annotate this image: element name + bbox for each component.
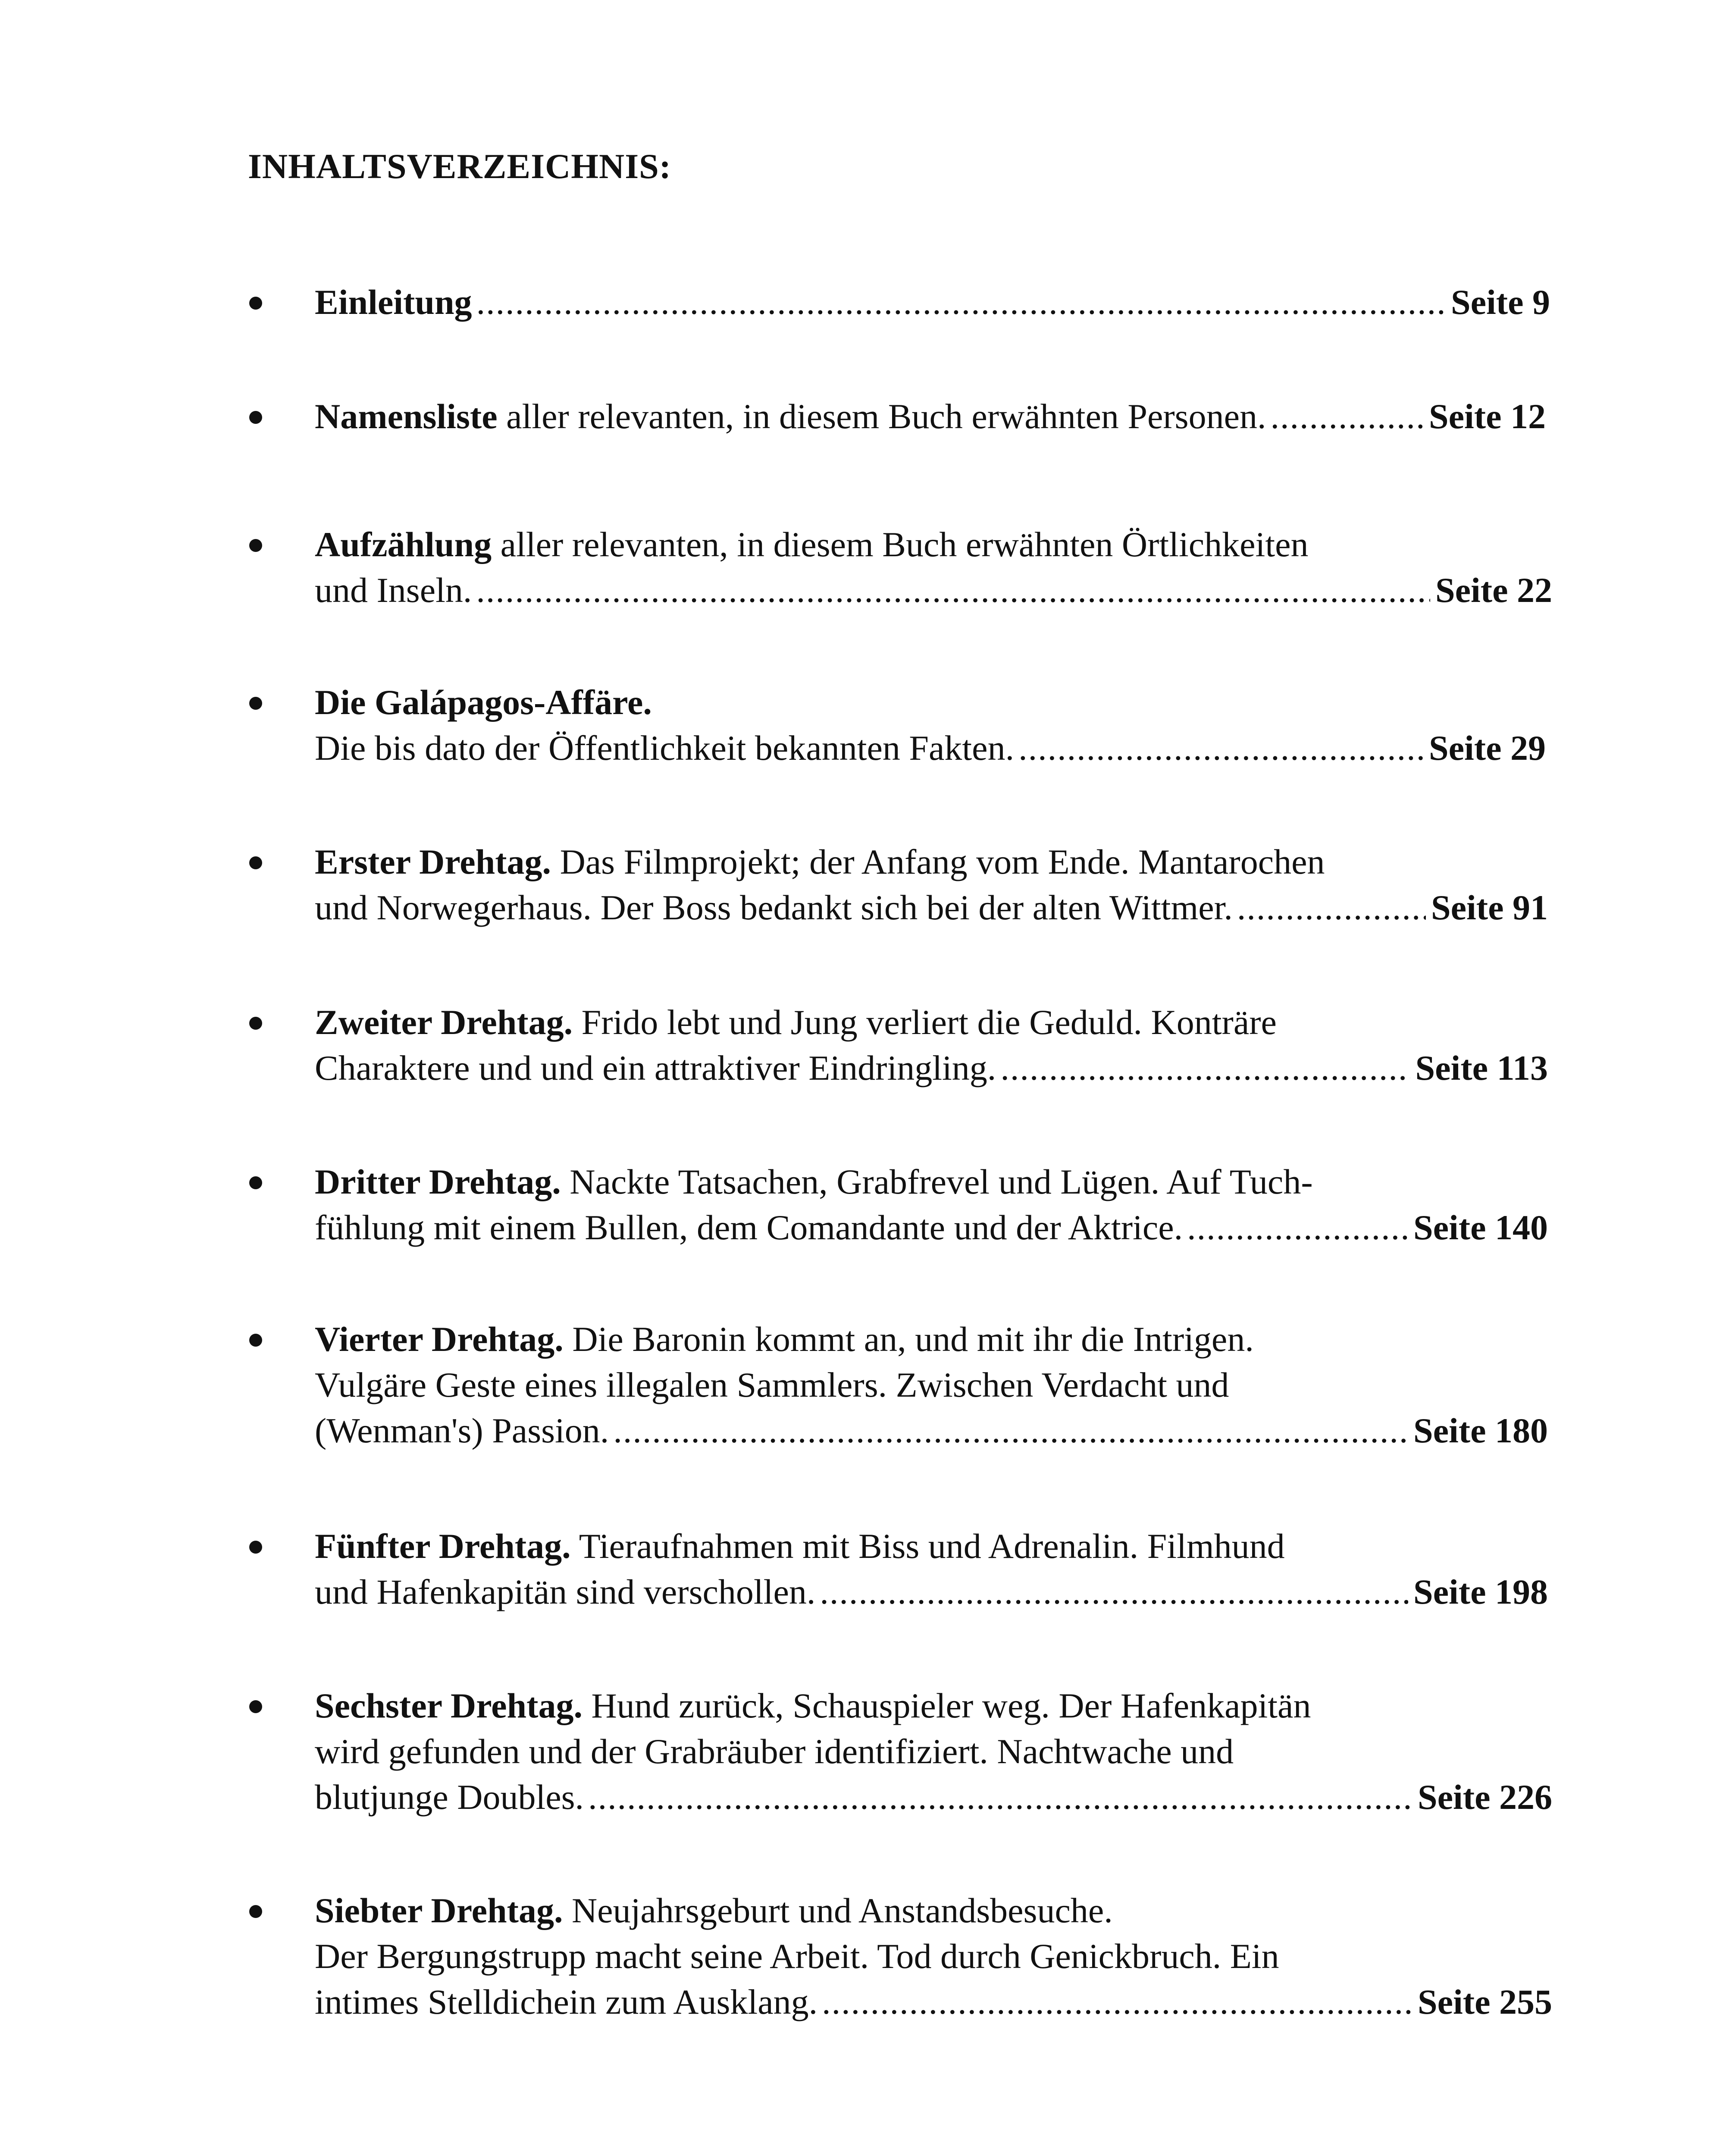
page-number: Seite 198 [1413,1572,1548,1611]
toc-entry-line [315,1367,1229,1403]
toc-entry-title: Aufzählung [315,525,492,564]
toc-entry-line [315,1893,1113,1928]
page-number: Seite 9 [1451,282,1550,322]
toc-entry-text [315,399,1266,434]
page-number: Seite 113 [1415,1048,1548,1087]
page-number: Seite 255 [1418,1982,1552,2021]
page-number: Seite 12 [1429,397,1546,436]
toc-entry-line [315,1005,1277,1040]
toc-entry-description: Tieraufnahmen mit Biss und Adrenalin. Filmhund [570,1526,1285,1566]
toc-entry-title: Einleitung [315,282,472,322]
toc-entry-description: Hund zurück, Schauspieler weg. Der Hafenkapitän [582,1686,1311,1725]
toc-entry-text [315,1413,609,1448]
toc-entry-title: Sechster Drehtag. [315,1686,583,1725]
toc-entry-text [315,1050,996,1086]
toc-entry-description: Nackte Tatsachen, Grabfrevel und Lügen. Auf Tuch- [561,1162,1313,1201]
toc-entry-last-line [315,1777,1552,1817]
page-number: Seite 140 [1413,1208,1548,1247]
toc-entry-text [315,730,1014,766]
dot-leader [1237,890,1426,925]
toc-heading: INHALTSVERZEICHNIS: [248,147,672,186]
toc-entry-description: Neujahrsgeburt und Anstandsbesuche. [563,1891,1113,1930]
toc-entry-description: Vulgäre Geste eines illegalen Sammlers. Zwischen Verdacht und [315,1365,1229,1404]
toc-entry-last-line [315,1413,1548,1448]
toc-entry-description: Die Baronin kommt an, und mit ihr die Intrigen. [563,1319,1254,1359]
bullet-icon [249,1334,262,1347]
dot-leader [1187,1210,1408,1245]
bullet-icon [249,1905,262,1918]
toc-entry-text [315,1003,1277,1042]
toc-entry-line [315,527,1309,562]
dot-leader [1270,399,1424,434]
toc-entry-description: Charaktere und und ein attraktiver Eindringling. [315,1048,996,1087]
toc-entry-line [315,1734,1234,1769]
toc-entry-line [315,1164,1313,1200]
dot-leader [822,1984,1413,2020]
toc-entry-title: Vierter Drehtag. [315,1319,564,1359]
bullet-icon [249,1176,262,1189]
toc-entry-text [315,1526,1285,1566]
page-number: Seite 29 [1429,728,1546,768]
bullet-icon [249,539,262,552]
toc-entry-description: und Norwegerhaus. Der Boss bedankt sich bei der alten Wittmer. [315,888,1233,927]
dot-leader [613,1413,1408,1448]
toc-entry-title: Fünfter Drehtag. [315,1526,571,1566]
bullet-icon [249,1700,262,1713]
bullet-icon [249,697,262,710]
dot-leader [1000,1050,1410,1086]
page-number: Seite 226 [1418,1777,1552,1817]
toc-entry-text [315,1732,1234,1771]
dot-leader [588,1780,1413,1815]
toc-entry-text [315,1162,1313,1201]
toc-entry-line [315,844,1325,880]
toc-entry-text [315,1891,1113,1930]
toc-entry-description: aller relevanten, in diesem Buch erwähnten Personen. [497,397,1266,436]
toc-entry-description: und Inseln. [315,570,472,610]
dot-leader [476,573,1430,608]
toc-entry-title: Siebter Drehtag. [315,1891,563,1930]
toc-entry-text [315,1686,1311,1725]
toc-entry-title: Erster Drehtag. [315,842,551,881]
toc-entry-title: Namensliste [315,397,498,436]
toc-entry-text [315,525,1309,564]
toc-entry-description: aller relevanten, in diesem Buch erwähnten Örtlichkeiten [492,525,1309,564]
toc-entry-text [315,1777,584,1817]
toc-entry-last-line [315,399,1546,434]
page-number: Seite 22 [1435,570,1552,610]
toc-entry-last-line [315,1210,1548,1245]
toc-entry-last-line [315,1050,1548,1086]
toc-entry-description: Der Bergungstrupp macht seine Arbeit. Tod durch Genickbruch. Ein [315,1937,1279,1976]
bullet-icon [249,856,262,869]
toc-entry-description: Frido lebt und Jung verliert die Geduld. Konträre [573,1003,1277,1042]
toc-entry-description: intimes Stelldichein zum Ausklang. [315,1982,818,2021]
toc-entry-description: fühlung mit einem Bullen, dem Comandante und der Aktrice. [315,1208,1183,1247]
page-number: Seite 91 [1431,888,1548,927]
bullet-icon [249,1541,262,1554]
toc-entry-line [315,1526,1285,1566]
bullet-icon [249,411,262,424]
toc-entry-last-line [315,282,1550,322]
toc-entry-last-line [315,1574,1548,1610]
toc-entry-description: wird gefunden und der Grabräuber identifiziert. Nachtwache und [315,1732,1234,1771]
toc-entry-text [315,1210,1183,1245]
toc-entry-last-line [315,570,1552,610]
toc-entry-text [315,1365,1229,1404]
bullet-icon [249,297,262,310]
dot-leader [476,285,1446,320]
toc-entry-last-line [315,890,1548,925]
bullet-icon [249,1017,262,1030]
toc-entry-line [315,1688,1311,1724]
page-number: Seite 180 [1413,1411,1548,1450]
toc-entry-text [315,282,472,322]
toc-entry-description: (Wenman's) Passion. [315,1411,609,1450]
dot-leader [1018,730,1424,766]
toc-entry-line [315,1939,1279,1974]
toc-entry-text [315,570,472,610]
toc-entry-text [315,1574,815,1610]
toc-entry-title: Die Galápagos-Affäre. [315,683,652,722]
toc-entry-text [315,683,652,722]
toc-entry-last-line [315,1984,1552,2020]
toc-entry-title: Zweiter Drehtag. [315,1003,573,1042]
toc-entry-description: Das Filmprojekt; der Anfang vom Ende. Mantarochen [551,842,1325,881]
toc-entry-last-line [315,730,1546,766]
toc-entry-title: Dritter Drehtag. [315,1162,561,1201]
toc-entry-line [315,1319,1254,1359]
toc-entry-text [315,1937,1279,1976]
toc-entry-line [315,685,652,720]
toc-entry-description: blutjunge Doubles. [315,1777,584,1817]
toc-entry-text [315,890,1233,925]
toc-entry-description: Die bis dato der Öffentlichkeit bekannten Fakten. [315,728,1015,768]
dot-leader [820,1574,1408,1610]
toc-entry-text [315,1984,817,2020]
toc-entry-text [315,1319,1254,1359]
toc-entry-description: und Hafenkapitän sind verschollen. [315,1572,816,1611]
toc-entry-text [315,842,1325,881]
